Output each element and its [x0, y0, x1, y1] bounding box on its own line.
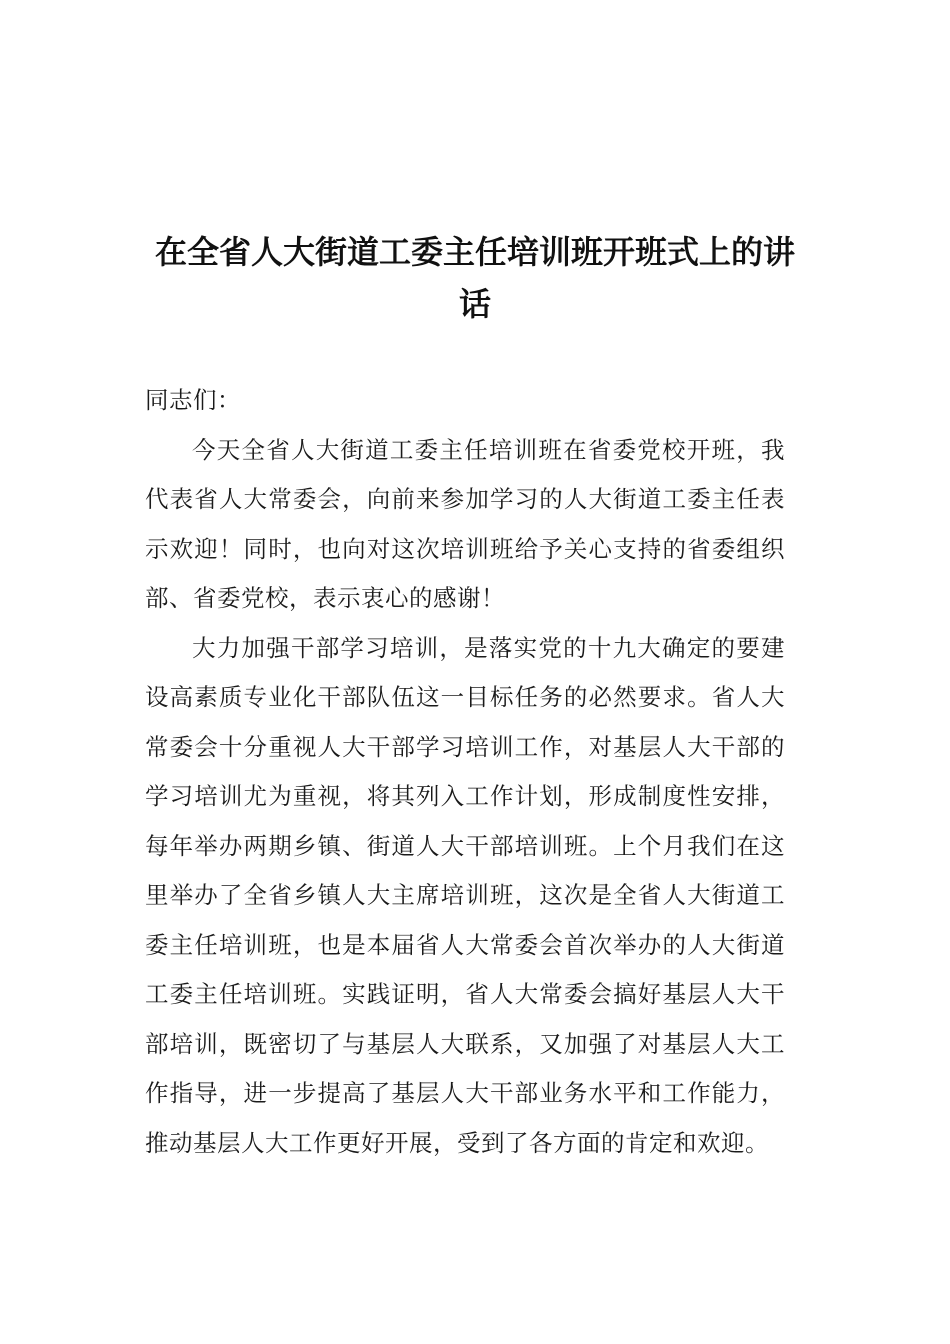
document-title: 在全省人大街道工委主任培训班开班式上的讲话: [154, 233, 795, 323]
paragraph-training: 大力加强干部学习培训，是落实党的十九大确定的要建设高素质专业化干部队伍这一目标任务的必然要求。省人大常委会十分重视人大干部学习培训工作，对基层人大干部的学习培训尤为重视，将其列入工作计划，形成制度性安排，每年举办两期乡镇、街道人大干部培训班。上个月我们在这里举办了全省乡镇人大主席培训班，这次是全省人大街道工委主任培训班，也是本届省人大常委会首次举办的人大街道工委主任培训班。实践证明，省人大常委会搞好基层人大干部培训，既密切了与基层人大联系，又加强了对基层人大工作指导，进一步提高了基层人大干部业务水平和工作能力，推动基层人大工作更好开展，受到了各方面的肯定和欢迎。: [145, 633, 785, 1157]
salutation: 同志们：: [145, 386, 241, 414]
paragraph-welcome: 今天全省人大街道工委主任培训班在省委党校开班，我代表省人大常委会，向前来参加学习的人大街道工委主任表示欢迎！同时，也向对这次培训班给予关心支持的省委组织部、省委党校，表示衷心的感谢！: [145, 435, 785, 612]
document-body: [145, 376, 785, 1168]
